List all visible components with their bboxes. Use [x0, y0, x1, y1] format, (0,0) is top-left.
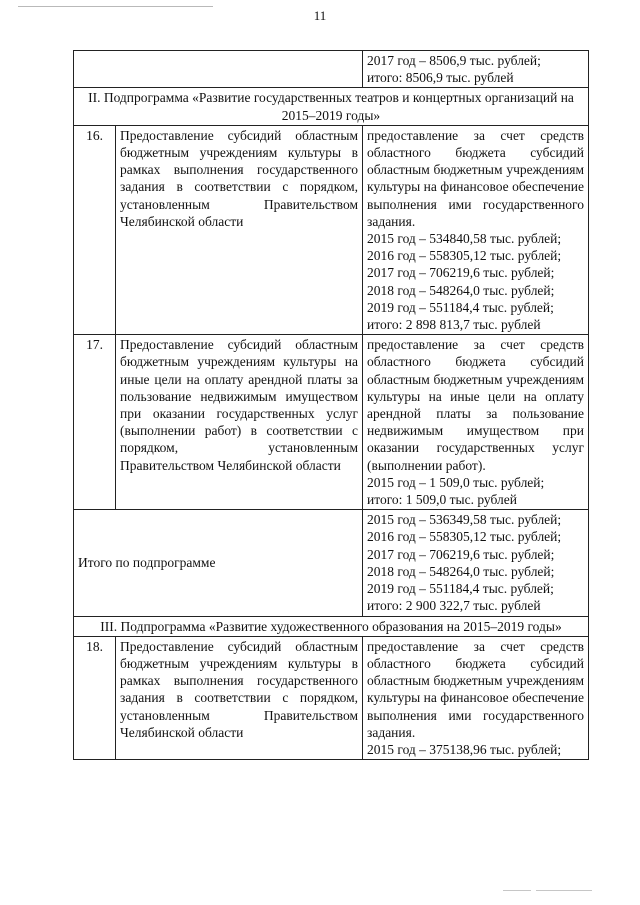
amount-line: 2019 год – 551184,4 тыс. рублей; [367, 581, 554, 597]
empty-cell [74, 51, 363, 88]
funding-cell [363, 510, 589, 616]
measure-description: Предоставление субсидий областным бюджетным учреждениям культуры на иные цели на оплату арендной платы за пользование недвижимым имуществом при оказании государственных услуг (выполнении работ) в соответствии с порядком, установленным Правительством Челябинской области [116, 335, 363, 510]
amount-line: 2015 год – 536349,58 тыс. рублей; [367, 512, 562, 528]
subtotal-row [74, 510, 589, 616]
subprogram-3-title: III. Подпрограмма «Развитие художественного образования на 2015–2019 годы» [74, 616, 589, 636]
row-number: 16. [74, 125, 116, 334]
funding-text: предоставление за счет средств областного бюджета субсидий областным бюджетным учреждениям культуры на финансовое обеспечение выполнения ими государственного задания. [367, 638, 584, 740]
amount-line: 2016 год – 558305,12 тыс. рублей; [367, 529, 562, 545]
measure-description: Предоставление субсидий областным бюджетным учреждениям культуры в рамках выполнения государственного задания в соответствии с порядком, установленным Правительством Челябинской области [116, 125, 363, 334]
section-header-row [74, 616, 589, 636]
funding-text: предоставление за счет средств областного бюджета субсидий областным бюджетным учреждениям культуры на финансовое обеспечение выполнения ими государственного задания. [367, 127, 584, 229]
amount-line: 2015 год – 1 509,0 тыс. рублей; [367, 474, 545, 490]
funding-cell [363, 636, 589, 759]
amount-line: 2018 год – 548264,0 тыс. рублей; [367, 282, 555, 298]
measures-table [73, 50, 589, 760]
amount-line: 2017 год – 706219,6 тыс. рублей; [367, 265, 555, 281]
funding-cell [363, 51, 589, 88]
measure-description: Предоставление субсидий областным бюджетным учреждениям культуры в рамках выполнения государственного задания в соответствии с порядком, установленным Правительством Челябинской области [116, 636, 363, 759]
amount-total: итого: 2 898 813,7 тыс. рублей [367, 317, 541, 333]
subtotal-label: Итого по подпрограмме [74, 510, 363, 616]
amount-line: 2018 год – 548264,0 тыс. рублей; [367, 563, 555, 579]
scan-artifact-line [503, 890, 531, 891]
page-number: 11 [313, 8, 327, 23]
amount-line: 2019 год – 551184,4 тыс. рублей; [367, 299, 554, 315]
subprogram-2-title: II. Подпрограмма «Развитие государственных театров и концертных организаций на 2015–2019 годы» [74, 88, 589, 125]
funding-cell [363, 335, 589, 510]
funding-text: предоставление за счет средств областного бюджета субсидий областным бюджетным учреждениям культуры на иные цели на оплату арендной платы за пользование недвижимым имуществом при оказании государственных услуг (выполнении работ). [367, 337, 584, 473]
amount-line: 2017 год – 8506,9 тыс. рублей; [367, 53, 541, 68]
table-row [74, 335, 589, 510]
amount-line: 2017 год – 706219,6 тыс. рублей; [367, 546, 555, 562]
table-row [74, 636, 589, 759]
scan-artifact-line [536, 890, 592, 891]
amount-line: итого: 8506,9 тыс. рублей [367, 70, 514, 86]
section-header-row [74, 88, 589, 125]
amount-line: 2016 год – 558305,12 тыс. рублей; [367, 248, 562, 264]
row-number: 18. [74, 636, 116, 759]
amount-total: итого: 1 509,0 тыс. рублей [367, 492, 517, 508]
amount-total: итого: 2 900 322,7 тыс. рублей [367, 598, 541, 614]
row-number: 17. [74, 335, 116, 510]
amount-line: 2015 год – 375138,96 тыс. рублей; [367, 741, 562, 757]
scan-artifact-line [18, 6, 213, 7]
amount-line: 2015 год – 534840,58 тыс. рублей; [367, 231, 562, 247]
table-row-continuation [74, 51, 589, 88]
funding-cell [363, 125, 589, 334]
table-row [74, 125, 589, 334]
